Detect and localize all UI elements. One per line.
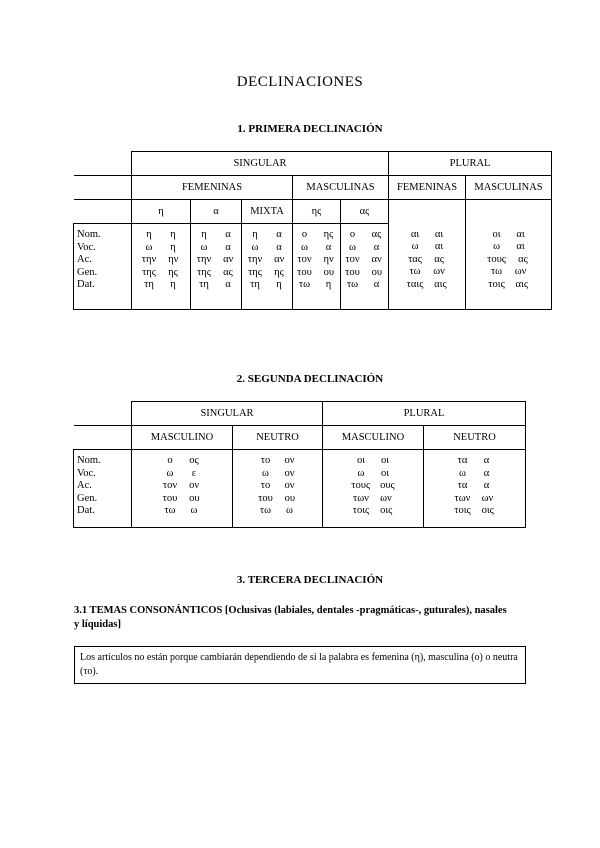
article-form: ο — [349, 229, 356, 240]
ending-form: ον — [284, 455, 295, 466]
form-pair — [132, 242, 190, 255]
header-singular: SINGULAR — [132, 152, 389, 176]
article-form: τα — [457, 480, 468, 491]
ending-form: οι — [380, 467, 390, 479]
ending-form: ης — [274, 266, 284, 278]
form-pair — [132, 505, 232, 518]
form-pair — [132, 493, 232, 506]
article-form: η — [201, 229, 207, 240]
case-label: Gen. — [77, 492, 98, 504]
ending-form: η — [276, 279, 282, 290]
header-singular: SINGULAR — [132, 402, 323, 426]
subheader-as: ας — [341, 200, 389, 224]
form-pair — [242, 242, 292, 255]
article-form: ω — [262, 467, 269, 479]
header-plural-neutro: NEUTRO — [424, 426, 526, 450]
article-form: τας — [408, 253, 422, 265]
article-form: τον — [162, 480, 178, 491]
form-pair — [323, 480, 423, 493]
ending-form: η — [170, 229, 176, 240]
article-form: των — [454, 492, 471, 504]
ending-form: α — [276, 241, 282, 253]
article-form: ω — [493, 241, 500, 252]
case-label: Voc. — [77, 241, 96, 253]
article-form: των — [353, 492, 369, 504]
form-pair — [242, 267, 292, 280]
form-pair — [293, 242, 340, 255]
ending-form: α — [325, 241, 332, 253]
header-plural-masculino: MASCULINO — [323, 426, 424, 450]
form-pair — [132, 480, 232, 493]
ending-form: η — [325, 279, 332, 290]
forms-col — [424, 450, 526, 528]
header-femeninas: FEMENINAS — [132, 176, 293, 200]
ending-form: ην — [168, 254, 179, 265]
form-pair — [323, 468, 423, 481]
article-form: του — [345, 266, 360, 278]
ending-form: ος — [189, 455, 199, 466]
ending-form: αι — [516, 228, 525, 240]
article-form: τη — [199, 279, 209, 290]
form-pair — [341, 229, 388, 242]
form-pair — [466, 279, 551, 292]
forms-col — [466, 224, 552, 310]
form-pair — [132, 254, 190, 267]
ending-form: ου — [323, 266, 335, 278]
ending-form: η — [170, 279, 176, 290]
ending-form: α — [483, 480, 490, 491]
forms-col — [233, 450, 323, 528]
form-pair — [233, 455, 322, 468]
form-pair — [341, 242, 388, 255]
form-pair — [191, 254, 241, 267]
form-pair — [191, 267, 241, 280]
ending-form: α — [373, 241, 380, 253]
ending-form: ων — [514, 266, 527, 277]
ending-form: α — [373, 279, 380, 290]
article-form: τω — [490, 266, 503, 277]
article-form: της — [142, 266, 156, 278]
article-form: τον — [345, 254, 360, 265]
ending-form: ων — [380, 492, 392, 504]
note-box: Los artículos no están porque cambiarán dependiendo de si la palabra es femenina (η), masculina (ο) o neutra (το). — [74, 646, 526, 684]
form-pair — [466, 241, 551, 254]
form-pair — [323, 493, 423, 506]
header-plural-femeninas: FEMENINAS — [389, 176, 466, 200]
header-masculinas: MASCULINAS — [293, 176, 389, 200]
ending-form: α — [483, 455, 490, 466]
ending-form: ε — [191, 467, 197, 479]
header-plural: PLURAL — [389, 152, 552, 176]
article-form: ο — [167, 455, 173, 466]
article-form: ω — [251, 241, 259, 253]
form-pair — [132, 229, 190, 242]
subheader-es: ης — [293, 200, 341, 224]
case-label: Ac. — [77, 254, 92, 265]
header-neutro: NEUTRO — [233, 426, 323, 450]
form-pair — [323, 505, 423, 518]
article-form: η — [146, 229, 152, 240]
ending-form: οι — [380, 455, 390, 466]
forms-col — [191, 224, 242, 310]
form-pair — [466, 229, 551, 242]
ending-form: αν — [274, 254, 285, 265]
article-form: του — [297, 266, 312, 278]
ending-form: α — [483, 467, 490, 479]
ending-form: ας — [371, 229, 382, 240]
article-form: τω — [298, 279, 311, 290]
article-form: ω — [200, 241, 208, 253]
ending-form: αις — [434, 278, 447, 290]
ending-form: ης — [168, 266, 178, 278]
article-form: την — [196, 254, 212, 265]
form-pair — [233, 505, 322, 518]
article-form: ω — [166, 467, 174, 479]
subheader-mixta: MIXTA — [242, 200, 293, 224]
case-label: Nom. — [77, 229, 101, 240]
forms-col — [242, 224, 293, 310]
article-form: της — [248, 266, 262, 278]
case-label: Voc. — [77, 467, 96, 479]
ending-form: ου — [284, 492, 296, 504]
header-plural-masculinas: MASCULINAS — [466, 176, 552, 200]
article-form: αι — [410, 228, 420, 240]
ending-form: οις — [481, 505, 494, 516]
form-pair — [389, 254, 465, 267]
form-pair — [132, 279, 190, 292]
form-pair — [233, 493, 322, 506]
form-pair — [389, 266, 465, 279]
form-pair — [341, 279, 388, 292]
case-label: Gen. — [77, 266, 98, 278]
ending-form: ης — [323, 229, 334, 240]
form-pair — [191, 279, 241, 292]
article-form: ω — [411, 241, 419, 252]
case-label: Ac. — [77, 480, 92, 491]
ending-form: οις — [380, 505, 393, 516]
article-form: την — [247, 254, 263, 265]
subsection-heading: 3.1 TEMAS CONSONÁNTICOS [Oclusivas (labiales, dentales -pragmáticas-, guturales), nasales y líquidas] — [74, 605, 507, 630]
form-pair — [323, 455, 423, 468]
form-pair — [466, 254, 551, 267]
case-labels — [74, 224, 132, 310]
form-pair — [389, 241, 465, 254]
article-form: ταις — [406, 278, 424, 290]
article-form: τω — [409, 266, 421, 277]
form-pair — [341, 267, 388, 280]
ending-form: ας — [434, 253, 444, 265]
ending-form: α — [225, 279, 231, 290]
article-form: τη — [250, 279, 260, 290]
article-form: το — [260, 455, 271, 466]
ending-form: αν — [223, 254, 234, 265]
form-pair — [132, 267, 190, 280]
page-title: DECLINACIONES — [236, 74, 364, 90]
ending-form: ου — [189, 492, 200, 504]
form-pair — [242, 229, 292, 242]
ending-form: η — [170, 241, 176, 253]
article-form: τοις — [352, 505, 370, 516]
article-form: του — [162, 492, 178, 504]
article-form: της — [197, 266, 211, 278]
article-form: τοις — [454, 505, 471, 516]
forms-col — [132, 450, 233, 528]
article-form: το — [260, 480, 271, 491]
form-pair — [424, 480, 525, 493]
ending-form: ους — [380, 480, 395, 491]
subheader-alpha: α — [191, 200, 242, 224]
form-pair — [293, 254, 340, 267]
ending-form: ω — [286, 505, 293, 516]
ending-form: αι — [516, 241, 525, 252]
form-pair — [132, 468, 232, 481]
form-pair — [389, 229, 465, 242]
ending-form: αις — [515, 278, 528, 290]
article-form: τα — [457, 455, 468, 466]
ending-form: ων — [433, 266, 445, 277]
ending-form: ον — [189, 480, 200, 491]
article-form: τη — [144, 279, 154, 290]
article-form: τους — [351, 480, 371, 491]
form-pair — [424, 468, 525, 481]
second-declension-table — [73, 401, 526, 528]
forms-col — [132, 224, 191, 310]
article-form: του — [258, 492, 273, 504]
ending-form: ον — [284, 467, 295, 479]
section-heading-third: 3. TERCERA DECLINACIÓN — [236, 574, 384, 586]
case-label: Dat. — [77, 279, 95, 290]
form-pair — [191, 242, 241, 255]
forms-col — [389, 224, 466, 310]
ending-form: ον — [284, 480, 295, 491]
ending-form: α — [276, 229, 282, 240]
form-pair — [293, 229, 340, 242]
article-form: ω — [145, 241, 153, 253]
form-pair — [389, 279, 465, 292]
article-form: οι — [492, 228, 501, 240]
forms-col — [293, 224, 341, 310]
forms-col — [323, 450, 424, 528]
ending-form: αν — [371, 254, 382, 265]
case-label: Nom. — [77, 455, 101, 466]
article-form: τω — [346, 279, 359, 290]
article-form: τω — [259, 505, 272, 516]
form-pair — [341, 254, 388, 267]
subheader-eta: η — [132, 200, 191, 224]
ending-form: ων — [481, 492, 494, 504]
ending-form: ου — [371, 266, 383, 278]
article-form: ω — [349, 241, 356, 253]
header-masculino: MASCULINO — [132, 426, 233, 450]
first-declension-table — [73, 151, 552, 310]
article-form: οι — [356, 455, 366, 466]
section-heading-first: 1. PRIMERA DECLINACIÓN — [237, 123, 383, 135]
form-pair — [424, 493, 525, 506]
form-pair — [242, 254, 292, 267]
article-form: ω — [459, 467, 466, 479]
article-form: τοις — [488, 278, 505, 290]
article-form: ω — [357, 467, 365, 479]
article-form: ο — [301, 229, 308, 240]
ending-form: ας — [223, 266, 233, 278]
form-pair — [191, 229, 241, 242]
ending-form: ην — [323, 254, 334, 265]
ending-form: αι — [434, 228, 444, 240]
form-pair — [233, 468, 322, 481]
case-label: Dat. — [77, 505, 95, 516]
header-plural: PLURAL — [323, 402, 526, 426]
form-pair — [424, 455, 525, 468]
ending-form: ω — [190, 505, 198, 516]
article-form: την — [141, 254, 157, 265]
form-pair — [233, 480, 322, 493]
article-form: τον — [297, 254, 312, 265]
form-pair — [466, 266, 551, 279]
ending-form: ας — [518, 253, 528, 265]
form-pair — [293, 279, 340, 292]
article-form: τους — [487, 253, 506, 265]
forms-col — [341, 224, 389, 310]
article-form: ω — [301, 241, 308, 253]
ending-form: α — [225, 241, 231, 253]
article-form: τω — [164, 505, 176, 516]
section-heading-second: 2. SEGUNDA DECLINACIÓN — [236, 373, 384, 385]
article-form: η — [252, 229, 258, 240]
ending-form: α — [225, 229, 231, 240]
form-pair — [132, 455, 232, 468]
form-pair — [424, 505, 525, 518]
case-labels — [74, 450, 132, 528]
ending-form: αι — [434, 241, 444, 252]
form-pair — [242, 279, 292, 292]
form-pair — [293, 267, 340, 280]
